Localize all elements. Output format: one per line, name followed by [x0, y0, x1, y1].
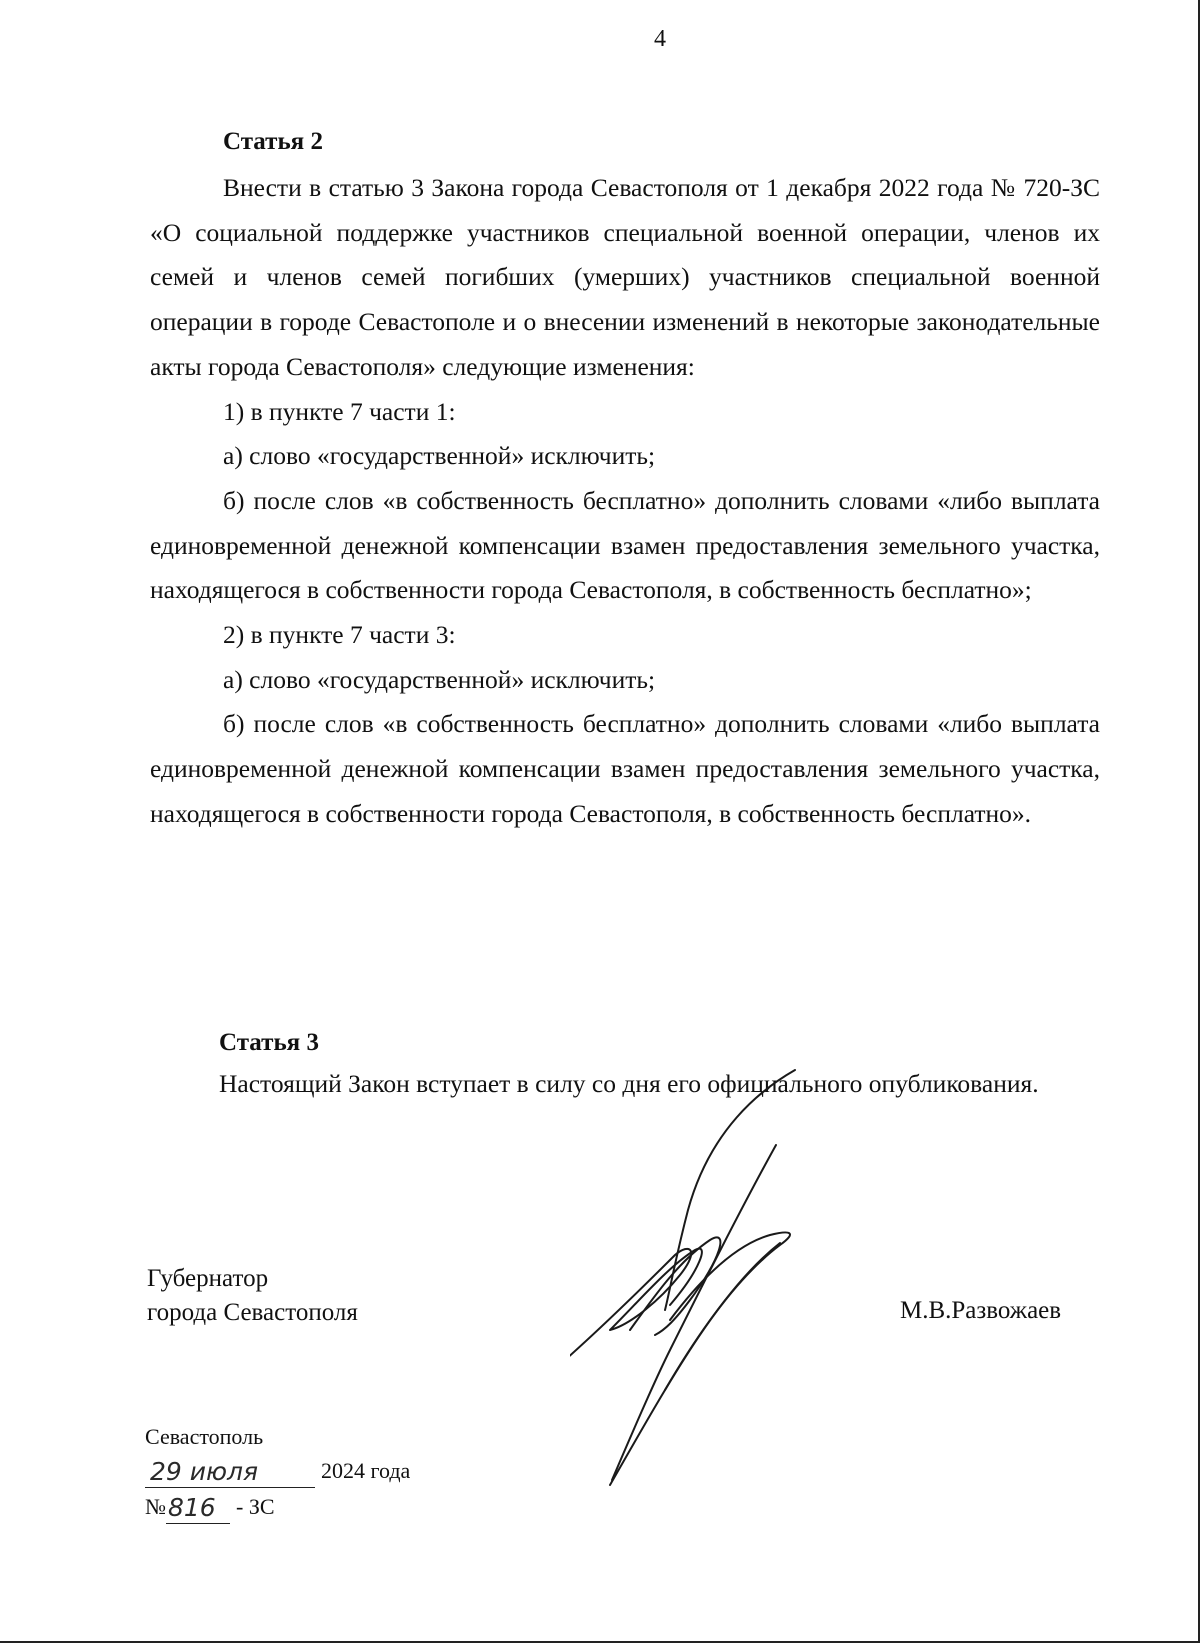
- signatory-title-line: Губернатор: [147, 1265, 269, 1292]
- article-body: [150, 166, 1100, 837]
- number-suffix: - ЗС: [236, 1494, 275, 1519]
- article-paragraph: а) слово «государственной» исключить;: [223, 441, 656, 471]
- handwritten-number: 816: [166, 1493, 230, 1524]
- article-paragraph: Настоящий Закон вступает в силу со дня его официального опубликования.: [219, 1069, 1039, 1098]
- handwritten-signature: [570, 1060, 830, 1490]
- article-heading: Статья 2: [223, 128, 323, 155]
- article-heading: Статья 3: [219, 1029, 319, 1056]
- number-prefix: №: [145, 1494, 166, 1519]
- footer-city: Севастополь: [145, 1424, 264, 1449]
- footer-year: 2024 года: [321, 1458, 411, 1483]
- footer-date: [145, 1454, 410, 1488]
- signatory-title-line: города Севастополя: [147, 1299, 358, 1326]
- article-2: [150, 128, 1100, 837]
- page-number: 4: [654, 26, 666, 52]
- article-paragraph: 2) в пункте 7 части 3:: [223, 620, 456, 650]
- article-paragraph: Внести в статью 3 Закона города Севастополя от 1 декабря 2022 года № 720-ЗС «О социальной поддержке участников специальной военной операции, членов их семей и членов семей погибших (умерших) участников специальной военной операции в городе Севастополе и о внесении изменений в некоторые законодательные акты города Севастополя» следующие изменения:: [150, 173, 1100, 381]
- article-paragraph: 1) в пункте 7 части 1:: [223, 396, 456, 426]
- footer-number: [145, 1490, 410, 1524]
- article-paragraph: а) слово «государственной» исключить;: [223, 664, 656, 694]
- signatory-name: М.В.Развожаев: [900, 1297, 1062, 1324]
- article-paragraph: б) после слов «в собственность бесплатно» дополнить словами «либо выплата единовременной денежной компенсации взамен предоставления земельного участка, находящегося в собственности города Севастополя, в собственность бесплатно»;: [150, 485, 1100, 605]
- article-paragraph: б) после слов «в собственность бесплатно» дополнить словами «либо выплата единовременной денежной компенсации взамен предоставления земельного участка, находящегося в собственности города Севастополя, в собственность бесплатно».: [150, 709, 1100, 828]
- document-footer: [145, 1420, 410, 1524]
- signatory-title: [147, 1262, 358, 1330]
- handwritten-date: 29 июля: [145, 1457, 315, 1488]
